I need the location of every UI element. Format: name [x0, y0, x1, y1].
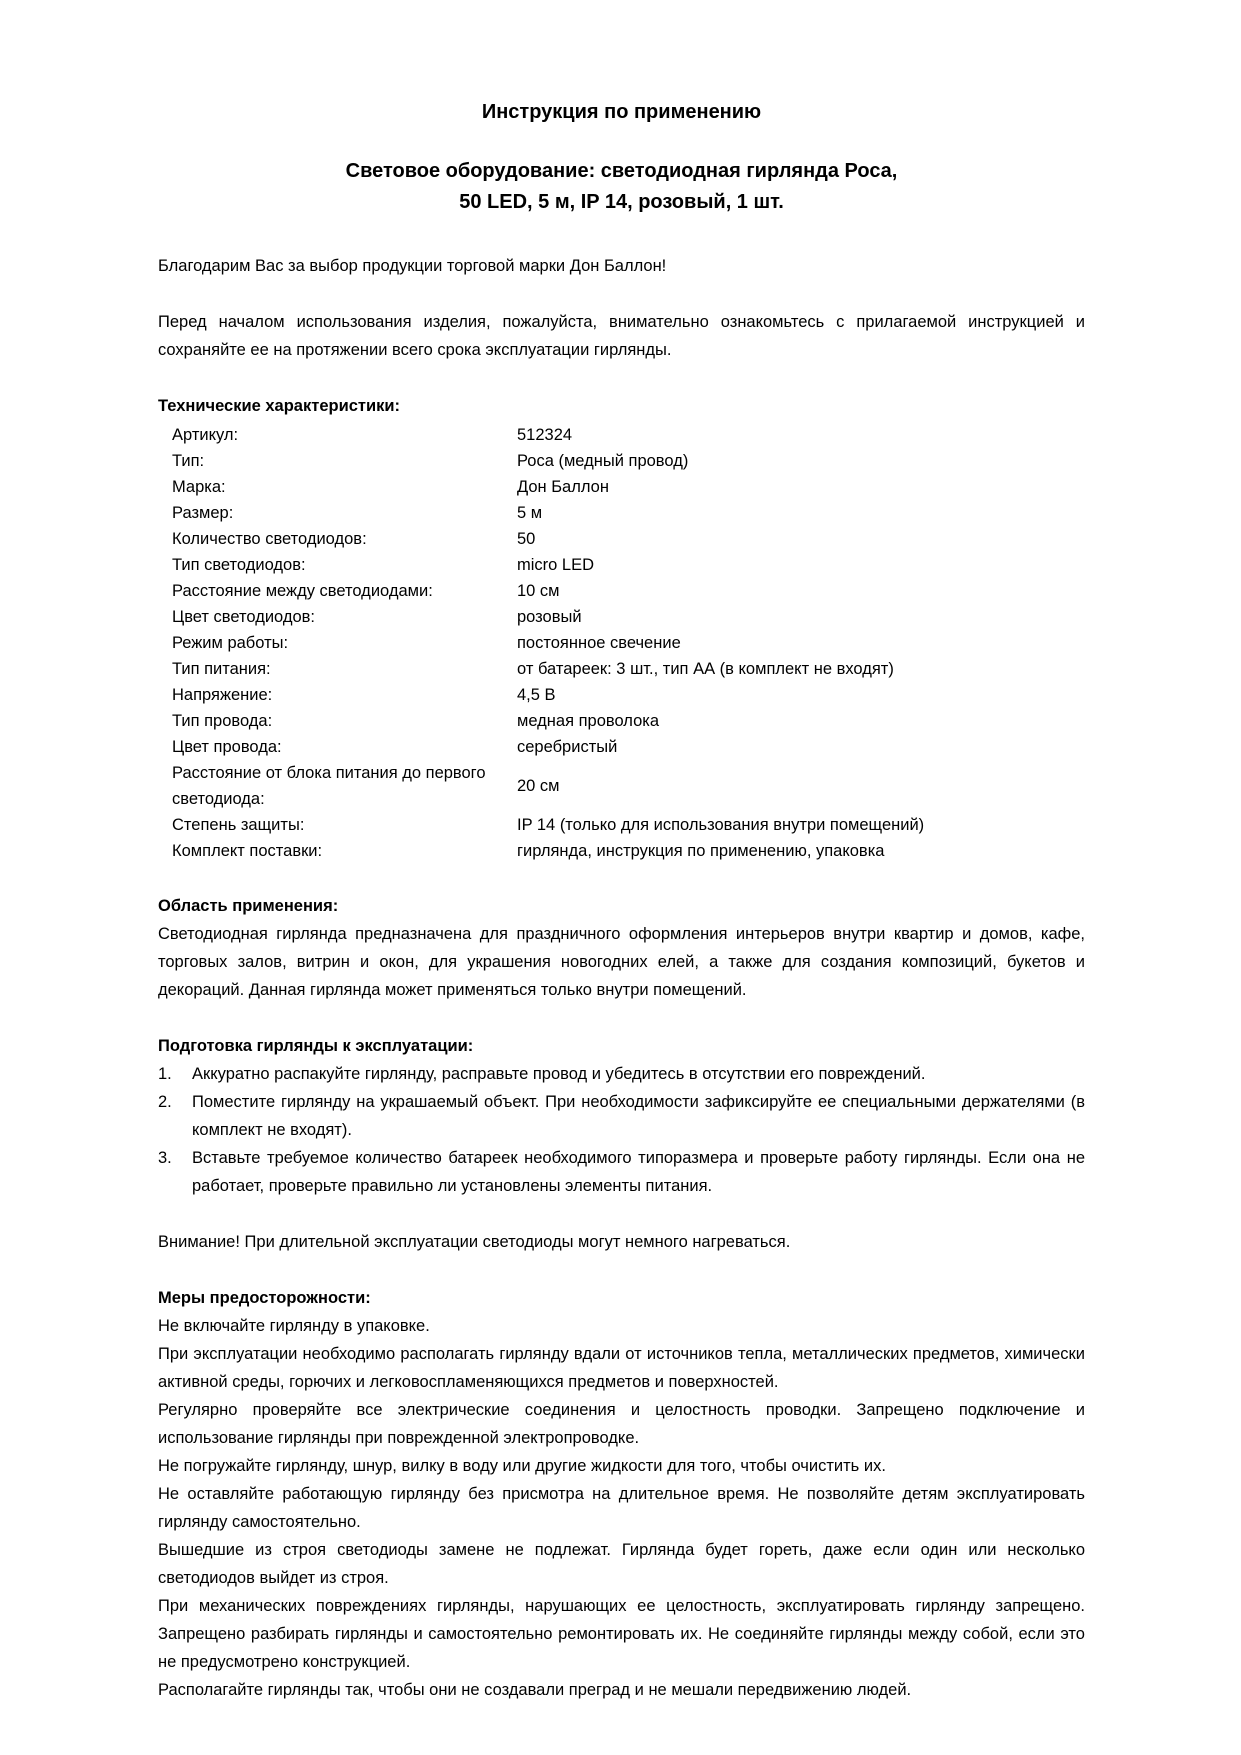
list-item [158, 1088, 1085, 1144]
warning-paragraph: Внимание! При длительной эксплуатации светодиоды могут немного нагреваться. [158, 1233, 791, 1251]
spec-label: Тип светодиодов: [172, 556, 306, 574]
precaution-paragraph: Не погружайте гирлянду, шнур, вилку в воду или другие жидкости для того, чтобы очистить их. [158, 1457, 886, 1475]
spec-label: Цвет светодиодов: [172, 608, 316, 626]
preparation-list [158, 1060, 1085, 1200]
spec-value: 512324 [517, 426, 573, 444]
page-title: Инструкция по применению [481, 101, 762, 123]
spec-label: Тип питания: [172, 660, 271, 678]
spec-label: Степень защиты: [172, 816, 305, 834]
spec-value: IP 14 (только для использования внутри помещений) [517, 816, 925, 834]
spec-row [158, 422, 1085, 448]
spec-value: 5 м [517, 504, 543, 522]
spec-label: Количество светодиодов: [172, 530, 367, 548]
spec-label: Комплект поставки: [172, 842, 323, 860]
spec-value: 10 см [517, 582, 560, 600]
spec-row [158, 578, 1085, 604]
precaution-paragraph: При механических повреждениях гирлянды, нарушающих ее целостность, эксплуатировать гирлянду запрещено. Запрещено разбирать гирлянды и самостоятельно ремонтировать их. Не соединяйте гирлянды между собой, если это не предусмотрено конструкцией. [158, 1597, 1085, 1671]
product-subtitle-line1: Световое оборудование: светодиодная гирлянда Роса, [345, 160, 898, 182]
spec-label: Марка: [172, 478, 226, 496]
spec-row [158, 760, 1085, 812]
application-text: Светодиодная гирлянда предназначена для праздничного оформления интерьеров внутри квартир и домов, кафе, торговых залов, витрин и окон, для украшения новогодних елей, а также для создания композиций, букетов и декораций. Данная гирлянда может применяться только внутри помещений. [158, 925, 1085, 999]
spec-value: постоянное свечение [517, 634, 681, 652]
list-item-text: Вставьте требуемое количество батареек необходимого типоразмера и проверьте работу гирлянды. Если она не работает, проверьте правильно ли установлены элементы питания. [192, 1149, 1085, 1195]
spec-label: Напряжение: [172, 686, 273, 704]
spec-label: Цвет провода: [172, 738, 282, 756]
spec-value: розовый [517, 608, 582, 626]
intro-paragraph: Перед началом использования изделия, пожалуйста, внимательно ознакомьтесь с прилагаемой инструкцией и сохраняйте ее на протяжении всего срока эксплуатации гирлянды. [158, 313, 1085, 359]
list-item [158, 1144, 1085, 1200]
specs-heading: Технические характеристики: [158, 397, 401, 415]
spec-row [158, 604, 1085, 630]
preparation-heading: Подготовка гирлянды к эксплуатации: [158, 1037, 474, 1055]
product-subtitle [158, 156, 1085, 218]
spec-row [158, 812, 1085, 838]
spec-value: медная проволока [517, 712, 660, 730]
spec-label: Артикул: [172, 426, 239, 444]
application-heading: Область применения: [158, 897, 339, 915]
spec-row [158, 734, 1085, 760]
spec-value: 20 см [517, 777, 560, 795]
spec-row [158, 500, 1085, 526]
spec-row [158, 630, 1085, 656]
spec-row [158, 552, 1085, 578]
spec-label: Тип провода: [172, 712, 273, 730]
spec-value: серебристый [517, 738, 618, 756]
precautions-body [158, 1312, 1085, 1704]
thanks-paragraph: Благодарим Вас за выбор продукции торговой марки Дон Баллон! [158, 257, 667, 275]
list-item [158, 1060, 1085, 1088]
precaution-paragraph: Регулярно проверяйте все электрические соединения и целостность проводки. Запрещено подключение и использование гирлянды при поврежденной электропроводке. [158, 1401, 1085, 1447]
list-item-number: 3. [158, 1149, 172, 1167]
spec-label: Тип: [172, 452, 205, 470]
spec-value: micro LED [517, 556, 595, 574]
spec-row [158, 838, 1085, 864]
spec-row [158, 682, 1085, 708]
spec-row [158, 526, 1085, 552]
list-item-text: Поместите гирлянду на украшаемый объект. При необходимости зафиксируйте ее специальными держателями (в комплект не входят). [192, 1093, 1085, 1139]
precaution-paragraph: Располагайте гирлянды так, чтобы они не создавали преград и не мешали передвижению людей. [158, 1681, 912, 1699]
spec-label: Размер: [172, 504, 234, 522]
spec-label: Режим работы: [172, 634, 289, 652]
list-item-number: 2. [158, 1093, 172, 1111]
spec-label: Расстояние между светодиодами: [172, 582, 433, 600]
spec-value: 50 [517, 530, 536, 548]
spec-value: Дон Баллон [517, 478, 609, 496]
spec-value: Роса (медный провод) [517, 452, 689, 470]
product-subtitle-line2: 50 LED, 5 м, IP 14, розовый, 1 шт. [459, 191, 784, 213]
precautions-heading: Меры предосторожности: [158, 1289, 371, 1307]
spec-row [158, 448, 1085, 474]
precaution-paragraph: При эксплуатации необходимо располагать гирлянду вдали от источников тепла, металлических предметов, химически активной среды, горючих и легковоспламеняющихся предметов и поверхностей. [158, 1345, 1085, 1391]
spec-value: от батареек: 3 шт., тип АА (в комплект не входят) [517, 660, 894, 678]
specs-table [158, 422, 1085, 864]
precaution-paragraph: Вышедшие из строя светодиоды замене не подлежат. Гирлянда будет гореть, даже если один или несколько светодиодов выйдет из строя. [158, 1541, 1085, 1587]
list-item-text: Аккуратно распакуйте гирлянду, расправьте провод и убедитесь в отсутствии его повреждений. [192, 1065, 926, 1083]
spec-value: 4,5 В [517, 686, 556, 704]
precaution-paragraph: Не включайте гирлянду в упаковке. [158, 1317, 430, 1335]
spec-row [158, 708, 1085, 734]
spec-row [158, 656, 1085, 682]
list-item-number: 1. [158, 1065, 172, 1083]
spec-value: гирлянда, инструкция по применению, упаковка [517, 842, 885, 860]
spec-label: Расстояние от блока питания до первого светодиода: [172, 764, 486, 808]
blank-line [158, 1200, 1085, 1228]
spec-row [158, 474, 1085, 500]
precaution-paragraph: Не оставляйте работающую гирлянду без присмотра на длительное время. Не позволяйте детям эксплуатировать гирлянду самостоятельно. [158, 1485, 1085, 1531]
